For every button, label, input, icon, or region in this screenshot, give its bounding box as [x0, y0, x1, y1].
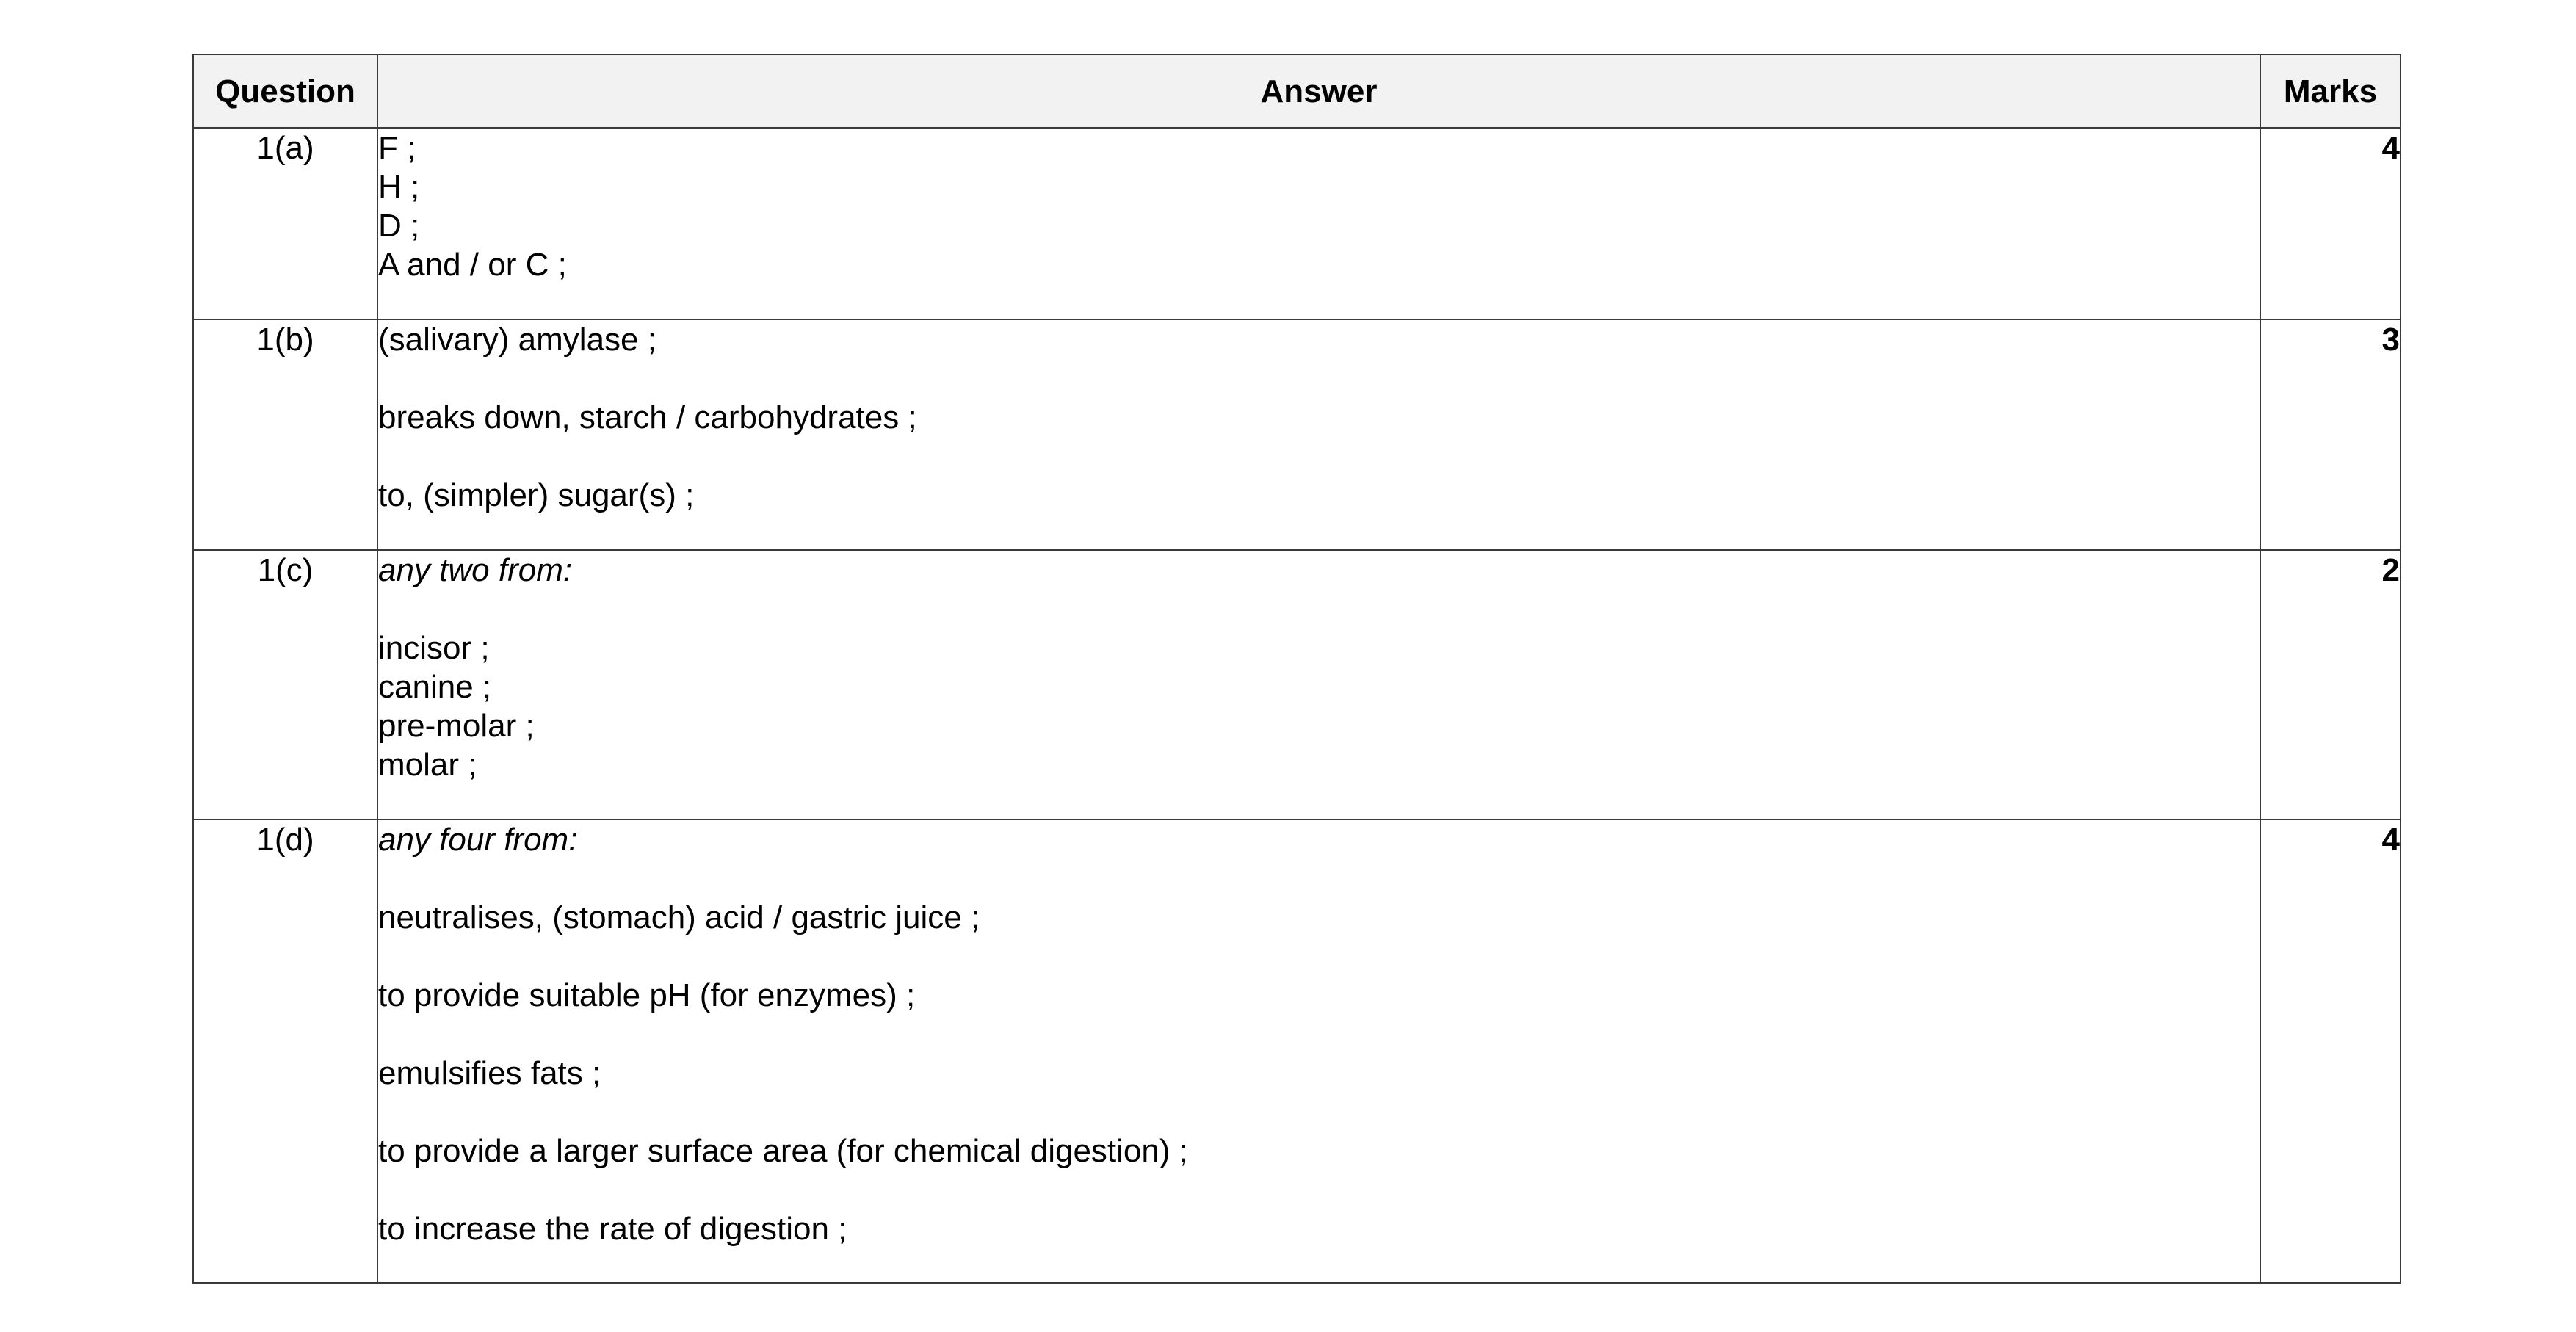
- question-number: 1(d): [193, 819, 377, 1283]
- answer-line: molar ;: [378, 747, 477, 783]
- marks-column-header: Marks: [2260, 54, 2400, 128]
- answer-line: canine ;: [378, 669, 492, 705]
- answer-line: pre-molar ;: [378, 708, 535, 744]
- answer-cell: [377, 550, 2260, 819]
- answer-instruction: any four from:: [378, 822, 578, 858]
- marks-value: 4: [2260, 819, 2400, 1283]
- marks-value: 3: [2260, 319, 2400, 550]
- answer-instruction: any two from:: [378, 552, 573, 588]
- answer-line: breaks down, starch / carbohydrates ;: [378, 399, 917, 435]
- answer-column-header: Answer: [377, 54, 2260, 128]
- answer-line: A and / or C ;: [378, 247, 567, 283]
- answer-line: emulsifies fats ;: [378, 1055, 601, 1091]
- question-column-header: Question: [193, 54, 377, 128]
- answer-line: to provide a larger surface area (for chemical digestion) ;: [378, 1133, 1188, 1169]
- answer-line: incisor ;: [378, 630, 490, 666]
- answer-line: D ;: [378, 208, 420, 244]
- answer-line: H ;: [378, 169, 420, 205]
- header-row: [193, 54, 2400, 128]
- answer-line: (salivary) amylase ;: [378, 322, 656, 358]
- answer-cell: [377, 128, 2260, 319]
- question-number: 1(b): [193, 319, 377, 550]
- table-row: [193, 128, 2400, 319]
- answer-line: to provide suitable pH (for enzymes) ;: [378, 977, 916, 1013]
- marks-value: 4: [2260, 128, 2400, 319]
- mark-scheme-table: [192, 54, 2401, 1284]
- answer-line: F ;: [378, 130, 416, 166]
- table-row: [193, 550, 2400, 819]
- table-row: [193, 819, 2400, 1283]
- answer-line: to, (simpler) sugar(s) ;: [378, 477, 695, 513]
- question-number: 1(c): [193, 550, 377, 819]
- answer-cell: [377, 319, 2260, 550]
- answer-line: to increase the rate of digestion ;: [378, 1211, 847, 1247]
- table-row: [193, 319, 2400, 550]
- question-number: 1(a): [193, 128, 377, 319]
- marks-value: 2: [2260, 550, 2400, 819]
- answer-line: neutralises, (stomach) acid / gastric juice ;: [378, 900, 980, 935]
- answer-cell: [377, 819, 2260, 1283]
